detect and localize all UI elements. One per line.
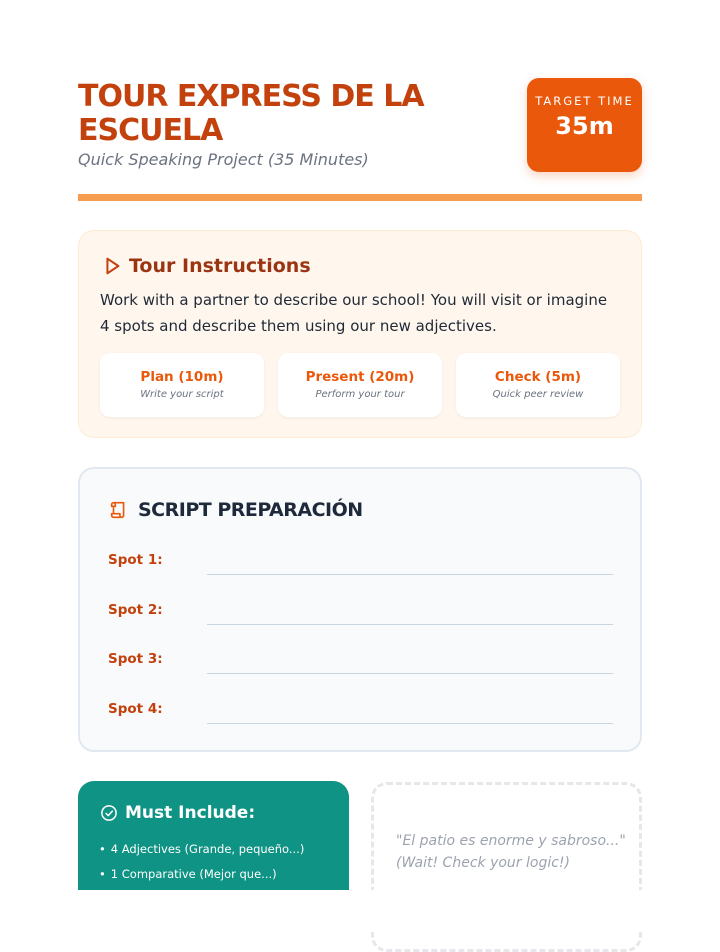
example-note: (Wait! Check your logic!) bbox=[396, 855, 571, 871]
step-title: Present (20m) bbox=[305, 369, 415, 385]
spot-2-write-line[interactable] bbox=[207, 624, 613, 625]
spot-label: Spot 2: bbox=[108, 602, 163, 618]
spot-1-write-line[interactable] bbox=[207, 574, 613, 575]
page-title: TOUR EXPRESS DE LA ESCUELA bbox=[78, 79, 424, 148]
spot-label: Spot 4: bbox=[108, 701, 163, 717]
step-title: Plan (10m) bbox=[140, 369, 224, 385]
page-subtitle: Quick Speaking Project (35 Minutes) bbox=[78, 150, 369, 169]
page-bottom-margin bbox=[0, 890, 720, 932]
scroll-icon bbox=[108, 499, 130, 521]
script-card bbox=[78, 467, 642, 752]
step-desc: Perform your tour bbox=[315, 389, 405, 400]
step-desc: Quick peer review bbox=[492, 389, 584, 400]
instructions-heading: Tour Instructions bbox=[129, 255, 311, 277]
target-time-label: TARGET TIME bbox=[535, 94, 634, 108]
check-circle-icon bbox=[100, 804, 118, 822]
script-heading: SCRIPT PREPARACIÓN bbox=[138, 499, 363, 521]
spot-3-write-line[interactable] bbox=[207, 673, 613, 674]
must-include-list bbox=[99, 837, 304, 887]
target-time-badge bbox=[527, 78, 642, 172]
list-item: • 1 Comparative (Mejor que...) bbox=[99, 862, 304, 887]
list-item: • 4 Adjectives (Grande, pequeño...) bbox=[99, 837, 304, 862]
play-icon bbox=[101, 255, 123, 277]
step-title: Check (5m) bbox=[494, 369, 582, 385]
instructions-card bbox=[78, 230, 642, 438]
header-divider bbox=[78, 194, 642, 201]
step-present bbox=[278, 353, 442, 417]
target-time-value: 35m bbox=[555, 112, 614, 140]
spot-4-write-line[interactable] bbox=[207, 723, 613, 724]
spot-label: Spot 3: bbox=[108, 651, 163, 667]
step-plan bbox=[100, 353, 264, 417]
spot-label: Spot 1: bbox=[108, 552, 163, 568]
step-desc: Write your script bbox=[140, 389, 224, 400]
must-include-heading: Must Include: bbox=[125, 803, 256, 823]
instructions-body: Work with a partner to describe our school! You will visit or imagine 4 spots and describe them using our new adjectives. bbox=[100, 291, 608, 335]
step-check bbox=[456, 353, 620, 417]
example-quote: "El patio es enorme y sabroso..." bbox=[396, 833, 626, 849]
